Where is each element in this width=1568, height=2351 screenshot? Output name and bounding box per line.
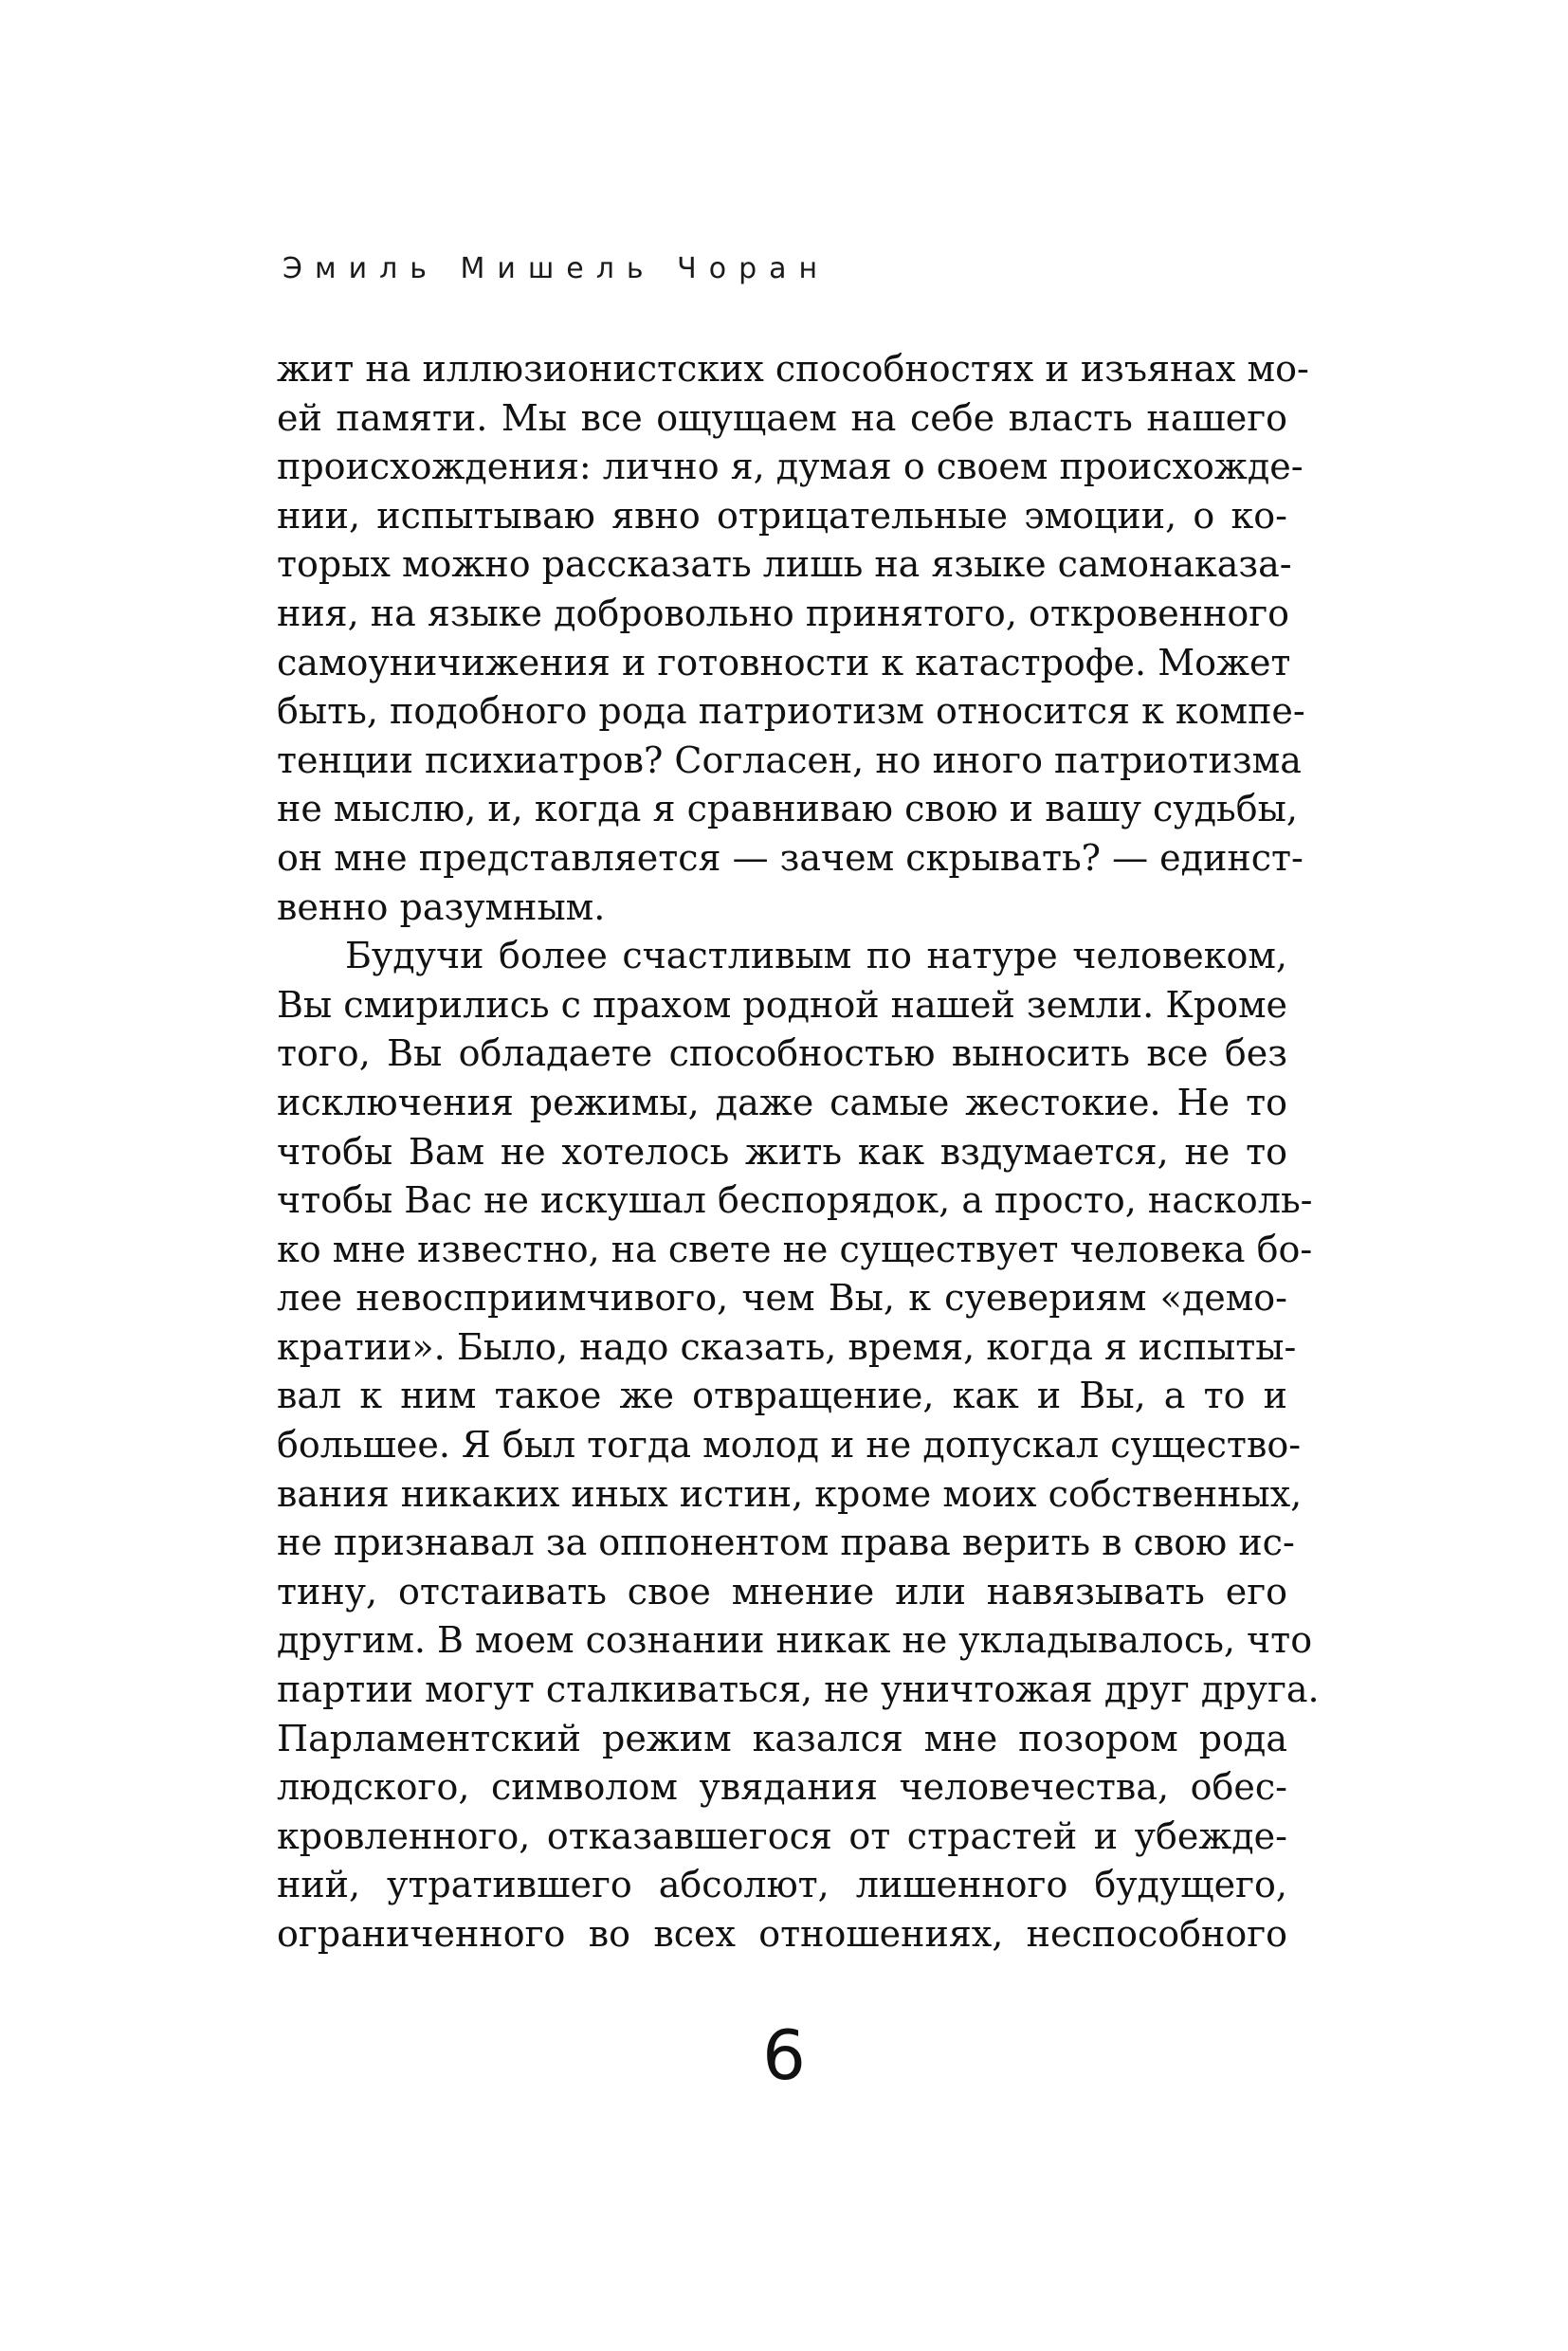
text-line: торых можно рассказать лишь на языке самонаказа-	[277, 543, 1292, 586]
running-head: Эмиль Мишель Чоран	[283, 252, 830, 285]
text-line: ей памяти. Мы все ощущаем на себе власть нашего	[277, 396, 1287, 439]
text-line: Будучи более счастливым по натуре человеком,	[345, 935, 1287, 977]
text-line: тенции психиатров? Согласен, но иного патриотизма	[277, 738, 1302, 781]
page-number: 6	[762, 2015, 806, 2095]
text-line: не признавал за оппонентом права верить в свою ис-	[277, 1522, 1295, 1564]
text-line: чтобы Вам не хотелось жить как вздумается, не то	[277, 1130, 1287, 1173]
text-line: быть, подобного рода патриотизм относится к компе-	[277, 690, 1305, 733]
text-line: кратии». Было, надо сказать, время, когда я испыты-	[277, 1325, 1297, 1368]
paragraph	[277, 345, 1309, 932]
body-text	[277, 345, 1320, 1959]
text-line: не мыслю, и, когда я сравниваю свою и вашу судьбы,	[277, 788, 1298, 830]
text-line: чтобы Вас не искушал беспорядок, а просто, насколь-	[277, 1179, 1313, 1222]
text-line: Парламентский режим казался мне позором рода	[277, 1717, 1287, 1759]
text-line: другим. В моем сознании никак не укладывалось, что	[277, 1619, 1313, 1662]
text-line: лее невосприимчивого, чем Вы, к суевериям «демо-	[277, 1277, 1287, 1320]
text-line: жит на иллюзионистских способностях и изъянах мо-	[277, 348, 1309, 390]
text-line: нии, испытываю явно отрицательные эмоции, о ко-	[277, 494, 1287, 537]
text-line: Вы смирились с прахом родной нашей земли. Кроме	[277, 983, 1287, 1026]
text-line: вания никаких иных истин, кроме моих собственных,	[277, 1472, 1303, 1515]
paragraph	[277, 932, 1320, 1959]
text-line: того, Вы обладаете способностью выносить все без	[277, 1032, 1287, 1075]
text-line: ко мне известно, на свете не существует человека бо-	[277, 1228, 1313, 1270]
text-line: ний, утратившего абсолют, лишенного будущего,	[277, 1864, 1287, 1906]
text-line: исключения режимы, даже самые жестокие. Не то	[277, 1081, 1287, 1123]
text-line: венно разумным.	[277, 885, 606, 928]
text-line: вал к ним такое же отвращение, как и Вы, а то и	[277, 1375, 1287, 1417]
text-line: большее. Я был тогда молод и не допускал существо-	[277, 1424, 1302, 1467]
text-line: тину, отстаивать свое мнение или навязывать его	[277, 1570, 1287, 1613]
text-line: происхождения: лично я, думая о своем происхожде-	[277, 446, 1304, 488]
text-line: людского, символом увядания человечества, обес-	[277, 1766, 1287, 1809]
text-line: он мне представляется — зачем скрывать? — единст-	[277, 836, 1304, 879]
text-line: самоуничижения и готовности к катастрофе. Может	[277, 641, 1291, 683]
text-line: партии могут сталкиваться, не уничтожая друг друга.	[277, 1668, 1320, 1711]
text-line: ния, на языке добровольно принятого, откровенного	[277, 592, 1290, 634]
text-line: ограниченного во всех отношениях, неспособного	[277, 1913, 1287, 1955]
text-line: кровленного, отказавшегося от страстей и убежде-	[277, 1814, 1287, 1857]
